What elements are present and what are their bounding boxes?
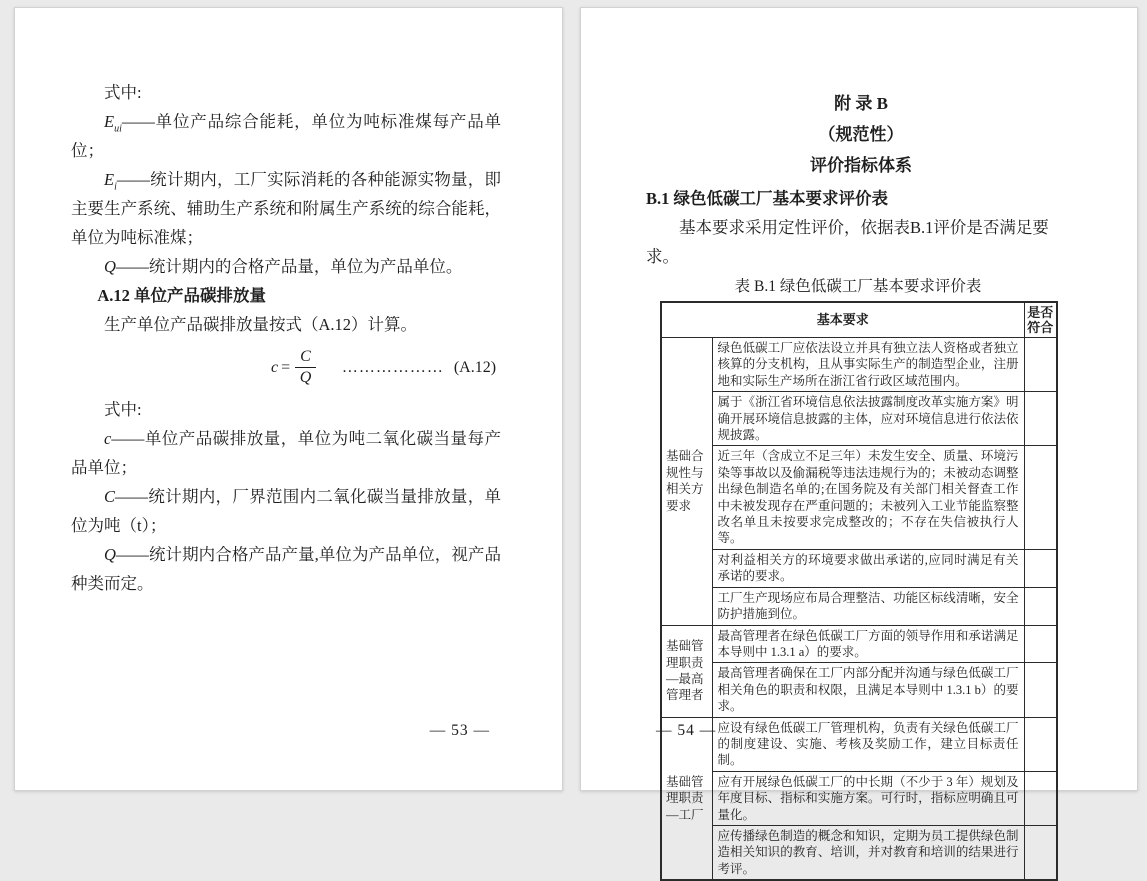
formula-legend-intro-1: 式中: <box>104 83 142 102</box>
requirement-cell: 最高管理者确保在工厂内部分配并沟通与绿色低碳工厂相关角色的职责和权限，且满足本导则中 1.3.1 b）的要求。 <box>712 663 1024 717</box>
definition-q2 <box>71 540 501 598</box>
page-54-text-block <box>646 88 1076 881</box>
table-row <box>661 825 1057 880</box>
variable-symbol: C <box>104 487 116 506</box>
equals-sign: = <box>281 358 291 376</box>
variable-symbol: E <box>104 112 115 131</box>
requirement-cell: 属于《浙江省环境信息依法披露制度改革实施方案》明确开展环境信息披露的主体，应对环境信息进行依法依规披露。 <box>712 392 1024 446</box>
check-cell <box>1024 717 1057 771</box>
table-row <box>661 663 1057 717</box>
appendix-heading: 评价指标体系 <box>810 156 912 175</box>
formula-dot-leader: ……………… <box>341 358 444 376</box>
definition-c-lower <box>71 424 501 482</box>
check-cell <box>1024 663 1057 717</box>
page-number-54: — 54 — <box>656 722 717 739</box>
group-label-compliance: 基础合规性与相关方要求 <box>661 338 712 626</box>
definition-text: ——统计期内的合格产品量，单位为产品单位。 <box>115 257 463 276</box>
requirement-cell: 应有开展绿色低碳工厂的中长期（不少于 3 年）规划及年度目标、指标和实施方案。可行时，指标应明确且可量化。 <box>712 771 1024 825</box>
definition-q1 <box>71 252 501 281</box>
requirement-cell: 应传播绿色制造的概念和知识，定期为员工提供绿色制造相关知识的教育、培训，并对教育和培训的结果进行考评。 <box>712 825 1024 880</box>
formula-variable-c: c <box>271 358 279 376</box>
table-row <box>661 625 1057 663</box>
variable-symbol: Q <box>104 545 116 564</box>
section-heading-a12: A.12 单位产品碳排放量 <box>97 286 267 305</box>
table-row <box>661 338 1057 392</box>
requirement-cell: 绿色低碳工厂应依法设立并具有独立法人资格或者独立核算的分支机构，且从事实际生产的制造型企业，注册地和实际生产场所在浙江省行政区域范围内。 <box>712 338 1024 392</box>
section-heading-b1: B.1 绿色低碳工厂基本要求评价表 <box>646 189 889 208</box>
definition-text: ——单位产品综合能耗，单位为吨标准煤每产品单位； <box>71 112 501 160</box>
formula-lhs <box>271 353 295 382</box>
requirement-cell: 近三年（含成立不足三年）未发生安全、质量、环境污染等事故以及偷漏税等违法违规行为的；未被动态调整出绿色制造名单的;在国务院及有关部门相关督查工作中未被发现存在严重问题的；未被列入工业节能监察整改名单且未按要求完成整改的；不存在失信被执行人等。 <box>712 446 1024 549</box>
definition-text: ——统计期内，工厂实际消耗的各种能源实物量，即主要生产系统、辅助生产系统和附属生产系统的综合能耗，单位为吨标准煤； <box>71 170 501 247</box>
check-cell <box>1024 771 1057 825</box>
group-label-factory: 基础管理职责—工厂 <box>661 717 712 880</box>
page-53-text-block <box>71 78 501 598</box>
variable-subscript: ui <box>114 123 122 135</box>
appendix-title: 附 录 B <box>834 94 888 113</box>
table-row <box>661 771 1057 825</box>
definition-text: ——单位产品碳排放量，单位为吨二氧化碳当量每产品单位； <box>71 429 501 477</box>
page-number-53: — 53 — <box>429 722 490 739</box>
table-header-row <box>661 302 1057 338</box>
table-caption: 表 B.1 绿色低碳工厂基本要求评价表 <box>734 278 982 295</box>
requirement-cell: 最高管理者在绿色低碳工厂方面的领导作用和承诺满足本导则中 1.3.1 a）的要求。 <box>712 625 1024 663</box>
variable-symbol: Q <box>104 257 116 276</box>
variable-symbol: E <box>104 170 115 189</box>
table-row <box>661 446 1057 549</box>
section-a12-intro: 生产单位产品碳排放量按式（A.12）计算。 <box>104 315 418 334</box>
definition-c-upper <box>71 482 501 540</box>
table-row <box>661 587 1057 625</box>
document-page-53 <box>14 7 563 791</box>
definition-ei <box>71 165 501 252</box>
formula-fraction <box>295 348 316 386</box>
table-row <box>661 549 1057 587</box>
variable-symbol: c <box>104 429 112 448</box>
formula-a12 <box>71 339 501 395</box>
definition-text: ——统计期内，厂界范围内二氧化碳当量排放量，单位为吨（t）； <box>71 487 501 535</box>
check-cell <box>1024 587 1057 625</box>
table-row <box>661 717 1057 771</box>
document-page-54 <box>580 7 1138 876</box>
section-b1-intro: 基本要求采用定性评价，依据表B.1评价是否满足要求。 <box>646 218 1049 266</box>
basic-requirements-table <box>660 301 1058 881</box>
table-row <box>661 392 1057 446</box>
check-cell <box>1024 549 1057 587</box>
group-label-top-management: 基础管理职责—最高管理者 <box>661 625 712 717</box>
formula-number-tag: (A.12) <box>453 358 497 376</box>
definition-text: ——统计期内合格产品产量,单位为产品单位，视产品种类而定。 <box>71 545 501 593</box>
check-cell <box>1024 446 1057 549</box>
check-cell <box>1024 625 1057 663</box>
appendix-subtitle: （规范性） <box>818 125 904 144</box>
check-cell <box>1024 338 1057 392</box>
column-header-compliance: 是否符合 <box>1024 302 1057 338</box>
check-cell <box>1024 825 1057 880</box>
formula-legend-intro-2: 式中: <box>104 400 142 419</box>
check-cell <box>1024 392 1057 446</box>
column-header-requirements: 基本要求 <box>661 302 1024 338</box>
variable-subscript: i <box>114 181 117 193</box>
fraction-denominator: Q <box>299 368 312 386</box>
fraction-numerator: C <box>295 348 316 368</box>
definition-eui <box>71 107 501 165</box>
requirement-cell: 对利益相关方的环境要求做出承诺的,应同时满足有关承诺的要求。 <box>712 549 1024 587</box>
requirement-cell: 应设有绿色低碳工厂管理机构，负责有关绿色低碳工厂的制度建设、实施、考核及奖励工作，建立目标责任制。 <box>712 717 1024 771</box>
requirement-cell: 工厂生产现场应布局合理整洁、功能区标线清晰，安全防护措施到位。 <box>712 587 1024 625</box>
